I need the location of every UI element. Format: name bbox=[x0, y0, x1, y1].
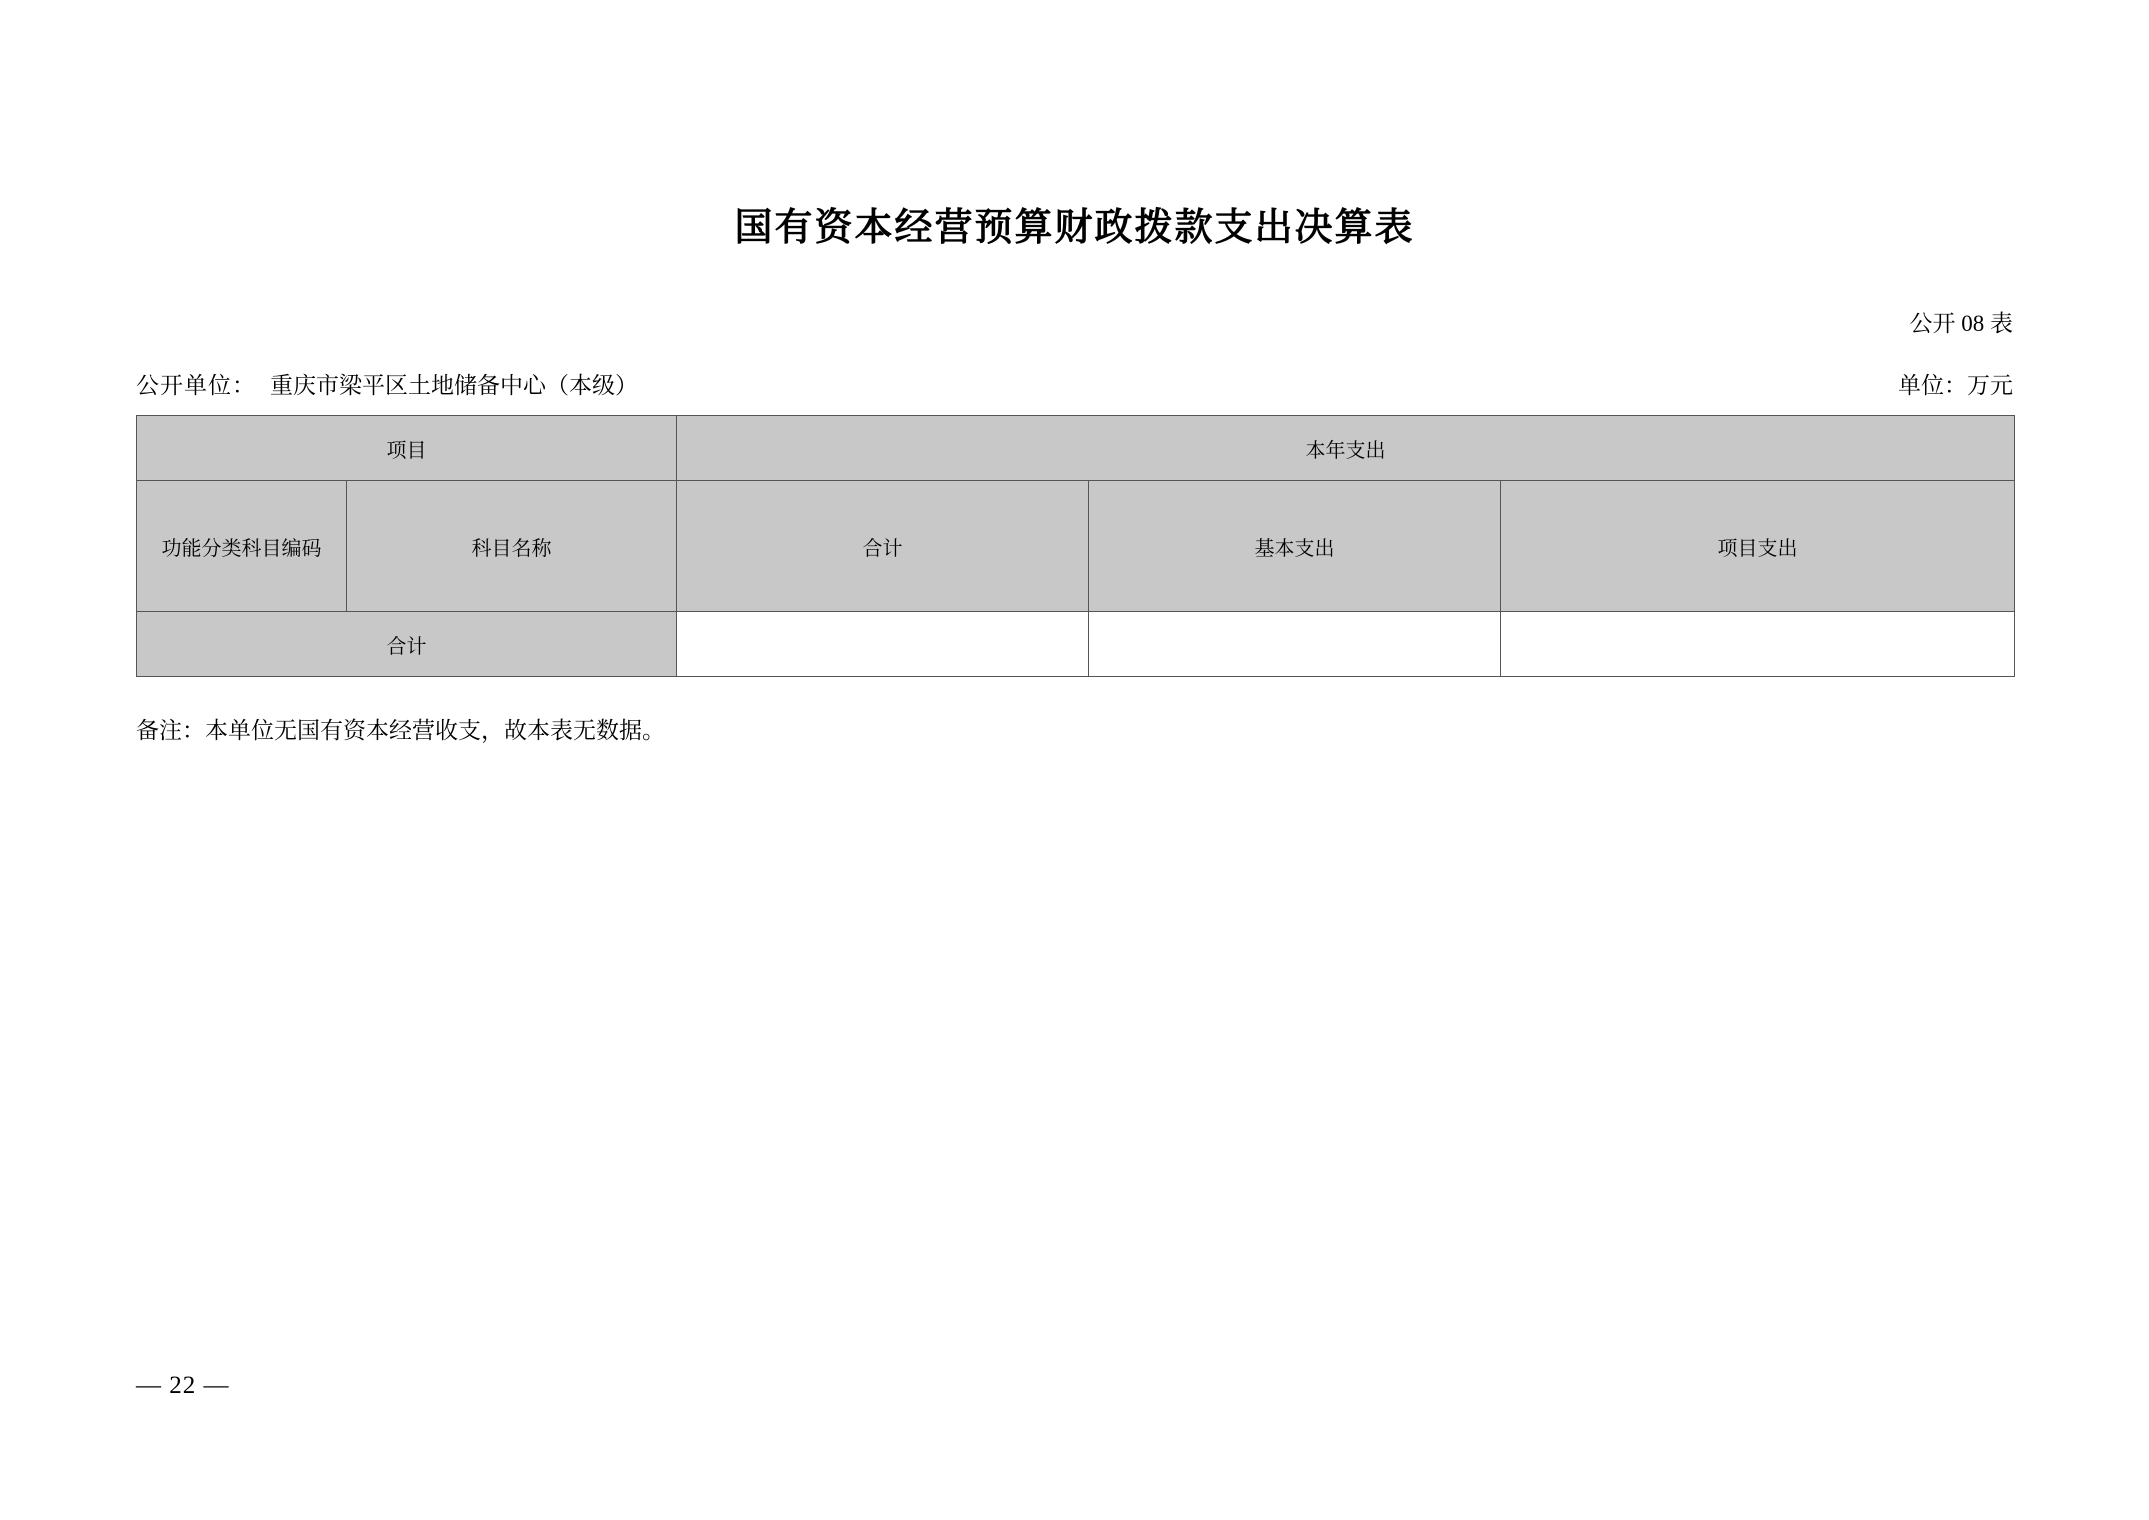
header-total: 合计 bbox=[677, 481, 1089, 612]
form-number: 公开 08 表 bbox=[1909, 311, 2013, 336]
page-title: 国有资本经营预算财政拨款支出决算表 bbox=[734, 207, 1415, 249]
table-note: 备注：本单位无国有资本经营收支，故本表无数据。 bbox=[136, 718, 665, 743]
disclosure-unit bbox=[136, 367, 638, 400]
table-header-row-1 bbox=[137, 416, 2015, 481]
budget-expenditure-table bbox=[136, 415, 2015, 677]
row-total-label: 合计 bbox=[137, 612, 677, 677]
table-row bbox=[137, 612, 2015, 677]
row-project-value bbox=[1501, 612, 2015, 677]
disclosure-unit-label: 公开单位： bbox=[136, 373, 256, 398]
row-total-value bbox=[677, 612, 1089, 677]
header-item-group: 项目 bbox=[137, 416, 677, 481]
disclosure-unit-value: 重庆市梁平区土地储备中心（本级） bbox=[270, 373, 638, 398]
header-function-code: 功能分类科目编码 bbox=[137, 481, 347, 612]
header-current-year-expenditure-group: 本年支出 bbox=[677, 416, 2015, 481]
page-number: — 22 — bbox=[136, 1372, 230, 1399]
table-header-row-2 bbox=[137, 481, 2015, 612]
row-basic-value bbox=[1089, 612, 1501, 677]
amount-unit-label: 单位：万元 bbox=[1898, 373, 2013, 398]
header-subject-name: 科目名称 bbox=[347, 481, 677, 612]
header-basic-expenditure: 基本支出 bbox=[1089, 481, 1501, 612]
header-project-expenditure: 项目支出 bbox=[1501, 481, 2015, 612]
